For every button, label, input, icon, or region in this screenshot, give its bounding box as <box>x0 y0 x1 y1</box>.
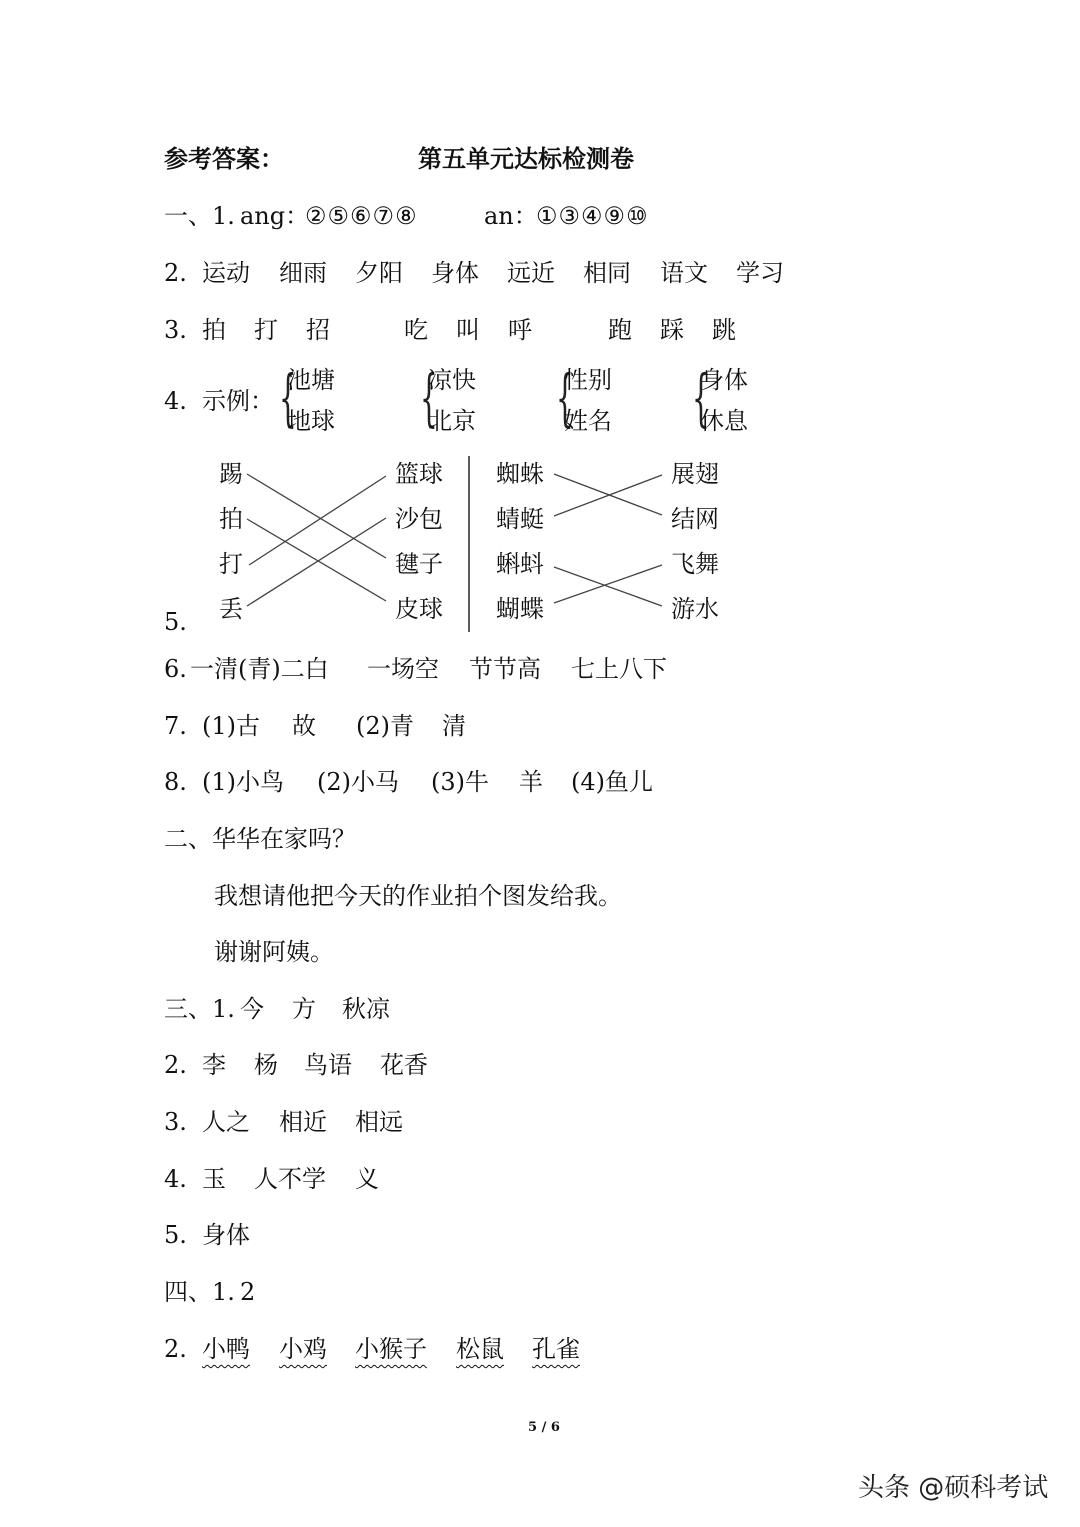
q7-item: (2)青 <box>356 712 414 740</box>
page-number: 5 / 6 <box>528 1420 560 1435</box>
q5-left-a: 踢 <box>219 460 243 488</box>
q8-item: 羊 <box>519 768 543 796</box>
q1-prefix: 一、1. <box>164 202 235 230</box>
test-title: 第五单元达标检测卷 <box>418 145 634 173</box>
q7-item: 故 <box>292 712 316 740</box>
q6-item: 七上八下 <box>571 655 667 683</box>
p3-q3-item: 人之 <box>202 1108 250 1136</box>
q4-num: 4. <box>164 387 187 415</box>
brace-icon: { <box>279 361 297 434</box>
q5-left-b: 蝴蝶 <box>496 595 544 623</box>
p3-q2-item: 花香 <box>380 1051 428 1079</box>
q3-char: 拍 <box>202 316 226 344</box>
q5-num: 5. <box>164 608 187 636</box>
q2-word: 相同 <box>583 259 631 287</box>
q6-num: 6. <box>164 655 187 683</box>
q7-item: (1)古 <box>202 712 260 740</box>
p3-q2-item: 杨 <box>254 1051 278 1079</box>
q2-word: 运动 <box>202 259 250 287</box>
q5-left-a: 打 <box>219 550 243 578</box>
q2-word: 学习 <box>736 259 784 287</box>
q3-char: 跑 <box>608 316 632 344</box>
q8-item: (2)小马 <box>317 768 399 796</box>
match-line <box>554 567 662 606</box>
q3-num: 3. <box>164 316 187 344</box>
q4-word: 池塘 <box>287 366 335 394</box>
q4-word: 身体 <box>700 366 748 394</box>
q6-item: 一清(青)二白 <box>190 655 329 683</box>
part2-line: 谢谢阿姨。 <box>214 938 334 966</box>
p4-q2-item: 小鸭 <box>202 1335 250 1363</box>
p3-q4-item: 人不学 <box>254 1165 326 1193</box>
brace-icon: { <box>420 361 438 434</box>
brace-icon: { <box>556 361 574 434</box>
p3-q1-prefix: 三、1. <box>164 995 235 1023</box>
match-line <box>554 565 662 603</box>
part2-line: 二、华华在家吗？ <box>164 825 356 853</box>
watermark: 头条 @硕科考试 <box>858 1473 1049 1503</box>
q4-word: 休息 <box>700 407 748 435</box>
answer-label: 参考答案： <box>164 145 284 173</box>
q5-right-b: 结网 <box>671 505 719 533</box>
p3-q4-item: 义 <box>355 1165 379 1193</box>
q6-item: 节节高 <box>469 655 541 683</box>
q5-left-b: 蜻蜓 <box>496 505 544 533</box>
q7-item: 清 <box>442 712 466 740</box>
p4-q2-num: 2. <box>164 1335 187 1363</box>
ang-label: ang： <box>240 202 310 230</box>
q4-word: 凉快 <box>428 366 476 394</box>
q5-right-a: 篮球 <box>395 460 443 488</box>
q3-char: 跳 <box>712 316 736 344</box>
p3-q4-num: 4. <box>164 1165 187 1193</box>
p4-q2-item: 小猴子 <box>355 1335 427 1363</box>
p3-q3-item: 相近 <box>279 1108 327 1136</box>
p4-q1-prefix: 四、1. <box>164 1278 235 1306</box>
q5-right-a: 沙包 <box>395 505 443 533</box>
q4-word: 地球 <box>287 407 335 435</box>
q5-right-b: 展翅 <box>671 460 719 488</box>
q5-right-b: 游水 <box>671 595 719 623</box>
q5-left-a: 丢 <box>219 595 243 623</box>
brace-icon: { <box>692 361 710 434</box>
p3-q5-num: 5. <box>164 1221 187 1249</box>
q8-item: (4)鱼儿 <box>571 768 653 796</box>
q6-item: 一场空 <box>367 655 439 683</box>
match-line <box>247 474 386 558</box>
an-items: ①③④⑨⑩ <box>536 202 649 230</box>
q3-char: 吃 <box>404 316 428 344</box>
p3-q2-item: 李 <box>202 1051 226 1079</box>
p4-q2-item: 松鼠 <box>456 1335 504 1363</box>
q5-right-b: 飞舞 <box>671 550 719 578</box>
match-line <box>249 476 386 565</box>
q2-word: 语文 <box>660 259 708 287</box>
q2-word: 身体 <box>431 259 479 287</box>
p3-q1-item: 方 <box>292 995 316 1023</box>
ang-items: ②⑤⑥⑦⑧ <box>305 202 418 230</box>
match-line <box>554 474 662 515</box>
q2-num: 2. <box>164 259 187 287</box>
q8-num: 8. <box>164 768 187 796</box>
p3-q4-item: 玉 <box>202 1165 226 1193</box>
p4-q2-item: 小鸡 <box>279 1335 327 1363</box>
q4-label: 示例： <box>202 387 274 415</box>
q3-char: 叫 <box>456 316 480 344</box>
q3-char: 踩 <box>660 316 684 344</box>
p3-q5-item: 身体 <box>202 1221 250 1249</box>
p4-q1-answer: 2 <box>240 1278 256 1306</box>
q8-item: (1)小鸟 <box>202 768 284 796</box>
p4-q2-item: 孔雀 <box>532 1335 580 1363</box>
p3-q2-item: 鸟语 <box>304 1051 352 1079</box>
match-line <box>554 475 662 516</box>
q2-word: 细雨 <box>279 259 327 287</box>
an-label: an： <box>484 202 538 230</box>
p3-q2-num: 2. <box>164 1051 187 1079</box>
q5-left-a: 拍 <box>219 505 243 533</box>
p3-q3-num: 3. <box>164 1108 187 1136</box>
q3-char: 呼 <box>508 316 532 344</box>
p3-q1-item: 秋凉 <box>342 995 390 1023</box>
q7-num: 7. <box>164 712 187 740</box>
q2-word: 夕阳 <box>355 259 403 287</box>
q5-left-b: 蝌蚪 <box>496 550 544 578</box>
q2-word: 远近 <box>507 259 555 287</box>
q4-word: 姓名 <box>564 407 612 435</box>
p3-q1-item: 今 <box>240 995 264 1023</box>
q3-char: 打 <box>254 316 278 344</box>
q5-right-a: 皮球 <box>395 595 443 623</box>
q4-word: 北京 <box>428 407 476 435</box>
q3-char: 招 <box>306 316 330 344</box>
part2-line: 我想请他把今天的作业拍个图发给我。 <box>214 882 622 910</box>
q8-item: (3)牛 <box>431 768 489 796</box>
q5-left-b: 蜘蛛 <box>496 460 544 488</box>
q4-word: 性别 <box>564 366 612 394</box>
q5-right-a: 毽子 <box>395 550 443 578</box>
p3-q3-item: 相远 <box>355 1108 403 1136</box>
